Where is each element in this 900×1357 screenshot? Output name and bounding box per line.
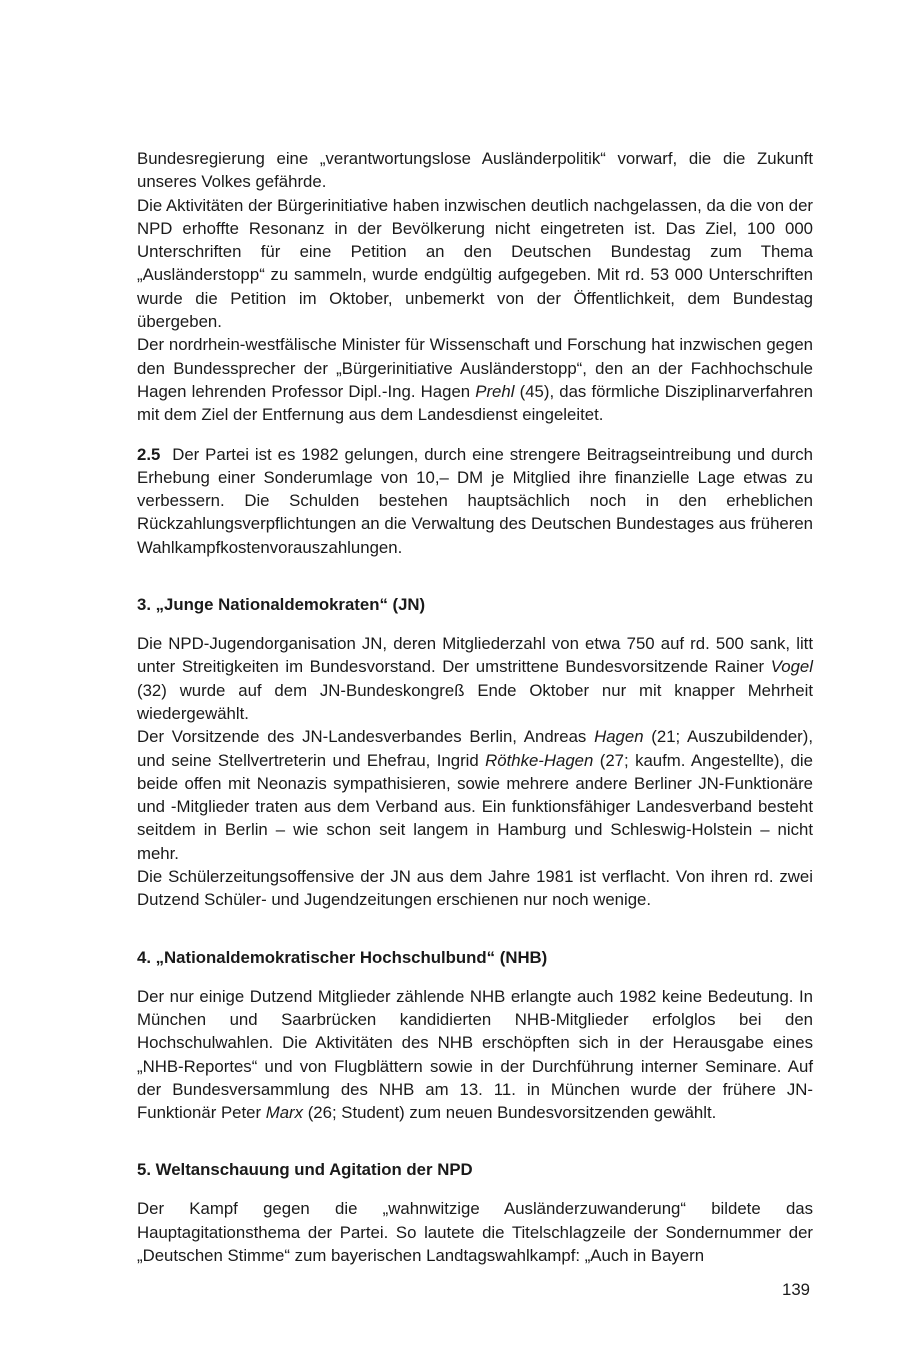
paragraph-initiative: Die Aktivitäten der Bürgerinitiative haben inzwischen deutlich nachgelassen, da die von der NPD erhoffte Resonanz in der Bevölkerung nicht eingetreten ist. Das Ziel, 100 000 Unterschriften für eine Petition an den Deutschen Bundestag zum Thema „Ausländerstopp“ zu sammeln, wurde endgültig aufgegeben. Mit rd. 53 000 Unterschriften wurde die Petition im Oktober, unbemerkt von der Öffentlichkeit, dem Bundestag übergeben. [137, 195, 813, 332]
paragraph-intro: Bundesregierung eine „verantwortungslose Ausländerpolitik“ vorwarf, die die Zukunft unseres Volkes gefährde. [137, 149, 813, 192]
person-name-prehl: Prehl [475, 381, 515, 401]
section-2-5-text: Der Partei ist es 1982 gelungen, durch eine strengere Beitragseintreibung und durch Erhebung einer Sonderumlage von 10,– DM je Mitglied ihre finanzielle Lage etwas zu verbessern. Die Schulden bestehen hauptsächlich noch in den erheblichen Rückzahlungsverpflichtungen an die Verwaltung des Deutschen Bundestages aus früheren Wahlkampfkostenvorauszahlungen. [137, 444, 813, 557]
page-number: 139 [782, 1280, 810, 1299]
text-fragment: (27; kaufm. Angestellte), die beide offen mit Neonazis sympathisieren, sowie mehrere andere Berliner JN-Funktionäre und -Mitglieder traten aus dem Verband aus. Ein funktionsfähiger Landesverband besteht seitdem in Berlin – wie schon seit langem in Hamburg und Schleswig-Holstein – nicht mehr. [137, 750, 813, 863]
text-fragment: (32) wurde auf dem JN-Bundeskongreß Ende Oktober nur mit knapper Mehrheit wiedergewählt. [137, 680, 813, 723]
paragraph-jn-2 [137, 725, 813, 865]
text-fragment: Die NPD-Jugendorganisation JN, deren Mitgliederzahl von etwa 750 auf rd. 500 sank, litt unter Streitigkeiten im Bundesvorstand. Der umstrittene Bundesvorsitzende Rainer [137, 634, 813, 677]
heading-section-4: 4. „Nationaldemokratischer Hochschulbund“ (NHB) [137, 947, 548, 967]
text-fragment: (45), das förmliche Disziplinarverfahren mit dem Ziel der Entfernung aus dem Landesdienst eingeleitet. [137, 381, 813, 425]
text-fragment: Der nordrhein-westfälische Minister für Wissenschaft und Forschung hat inzwischen gegen den Bundessprecher der „Bürgerinitiative Ausländerstopp“, den an der Fachhochschule Hagen lehrenden Professor Dipl.-Ing. Hagen [137, 335, 813, 401]
paragraph-2-5 [137, 443, 813, 559]
section-number: 2.5 [137, 444, 161, 464]
heading-section-3: 3. „Junge Nationaldemokraten“ (JN) [137, 595, 426, 615]
paragraph-agitation: Der Kampf gegen die „wahnwitzige Ausländerzuwanderung“ bildete das Hauptagitationsthema der Partei. So lautete die Titelschlagzeile der Sondernummer der „Deutschen Stimme“ zum bayerischen Landtagswahlkampf: „Auch in Bayern [137, 1199, 813, 1265]
page-body [137, 147, 813, 1267]
paragraph-jn-3: Die Schülerzeitungsoffensive der JN aus dem Jahre 1981 ist verflacht. Von ihren rd. zwei Dutzend Schüler- und Jugendzeitungen erschienen nur noch wenige. [137, 867, 813, 910]
text-fragment: (26; Student) zum neuen Bundesvorsitzenden gewählt. [303, 1103, 717, 1123]
person-name-marx: Marx [265, 1103, 304, 1123]
text-fragment: Der Vorsitzende des JN-Landesverbandes Berlin, Andreas [137, 727, 595, 747]
text-fragment: (21; Auszubildender), und seine Stellvertreterin und Ehefrau, Ingrid [137, 727, 813, 770]
paragraph-jn-1 [137, 632, 813, 725]
person-name-roethke-hagen: Röthke-Hagen [485, 750, 594, 770]
paragraph-nhb [137, 985, 813, 1125]
heading-section-5: 5. Weltanschauung und Agitation der NPD [137, 1160, 473, 1180]
text-fragment: Der nur einige Dutzend Mitglieder zählende NHB erlangte auch 1982 keine Bedeutung. In München und Saarbrücken kandidierten NHB-Mitglieder erfolglos bei den Hochschulwahlen. Die Aktivitäten des NHB erschöpften sich in der Herausgabe eines „NHB-Reportes“ und von Flugblättern sowie in der Durchführung interner Seminare. Auf der Bundesversammlung des NHB am 13. 11. in München wurde der frühere JN-Funktionär Peter [137, 986, 813, 1123]
person-name-hagen: Hagen [594, 727, 644, 747]
person-name-vogel: Vogel [770, 657, 813, 677]
paragraph-minister [137, 333, 813, 426]
